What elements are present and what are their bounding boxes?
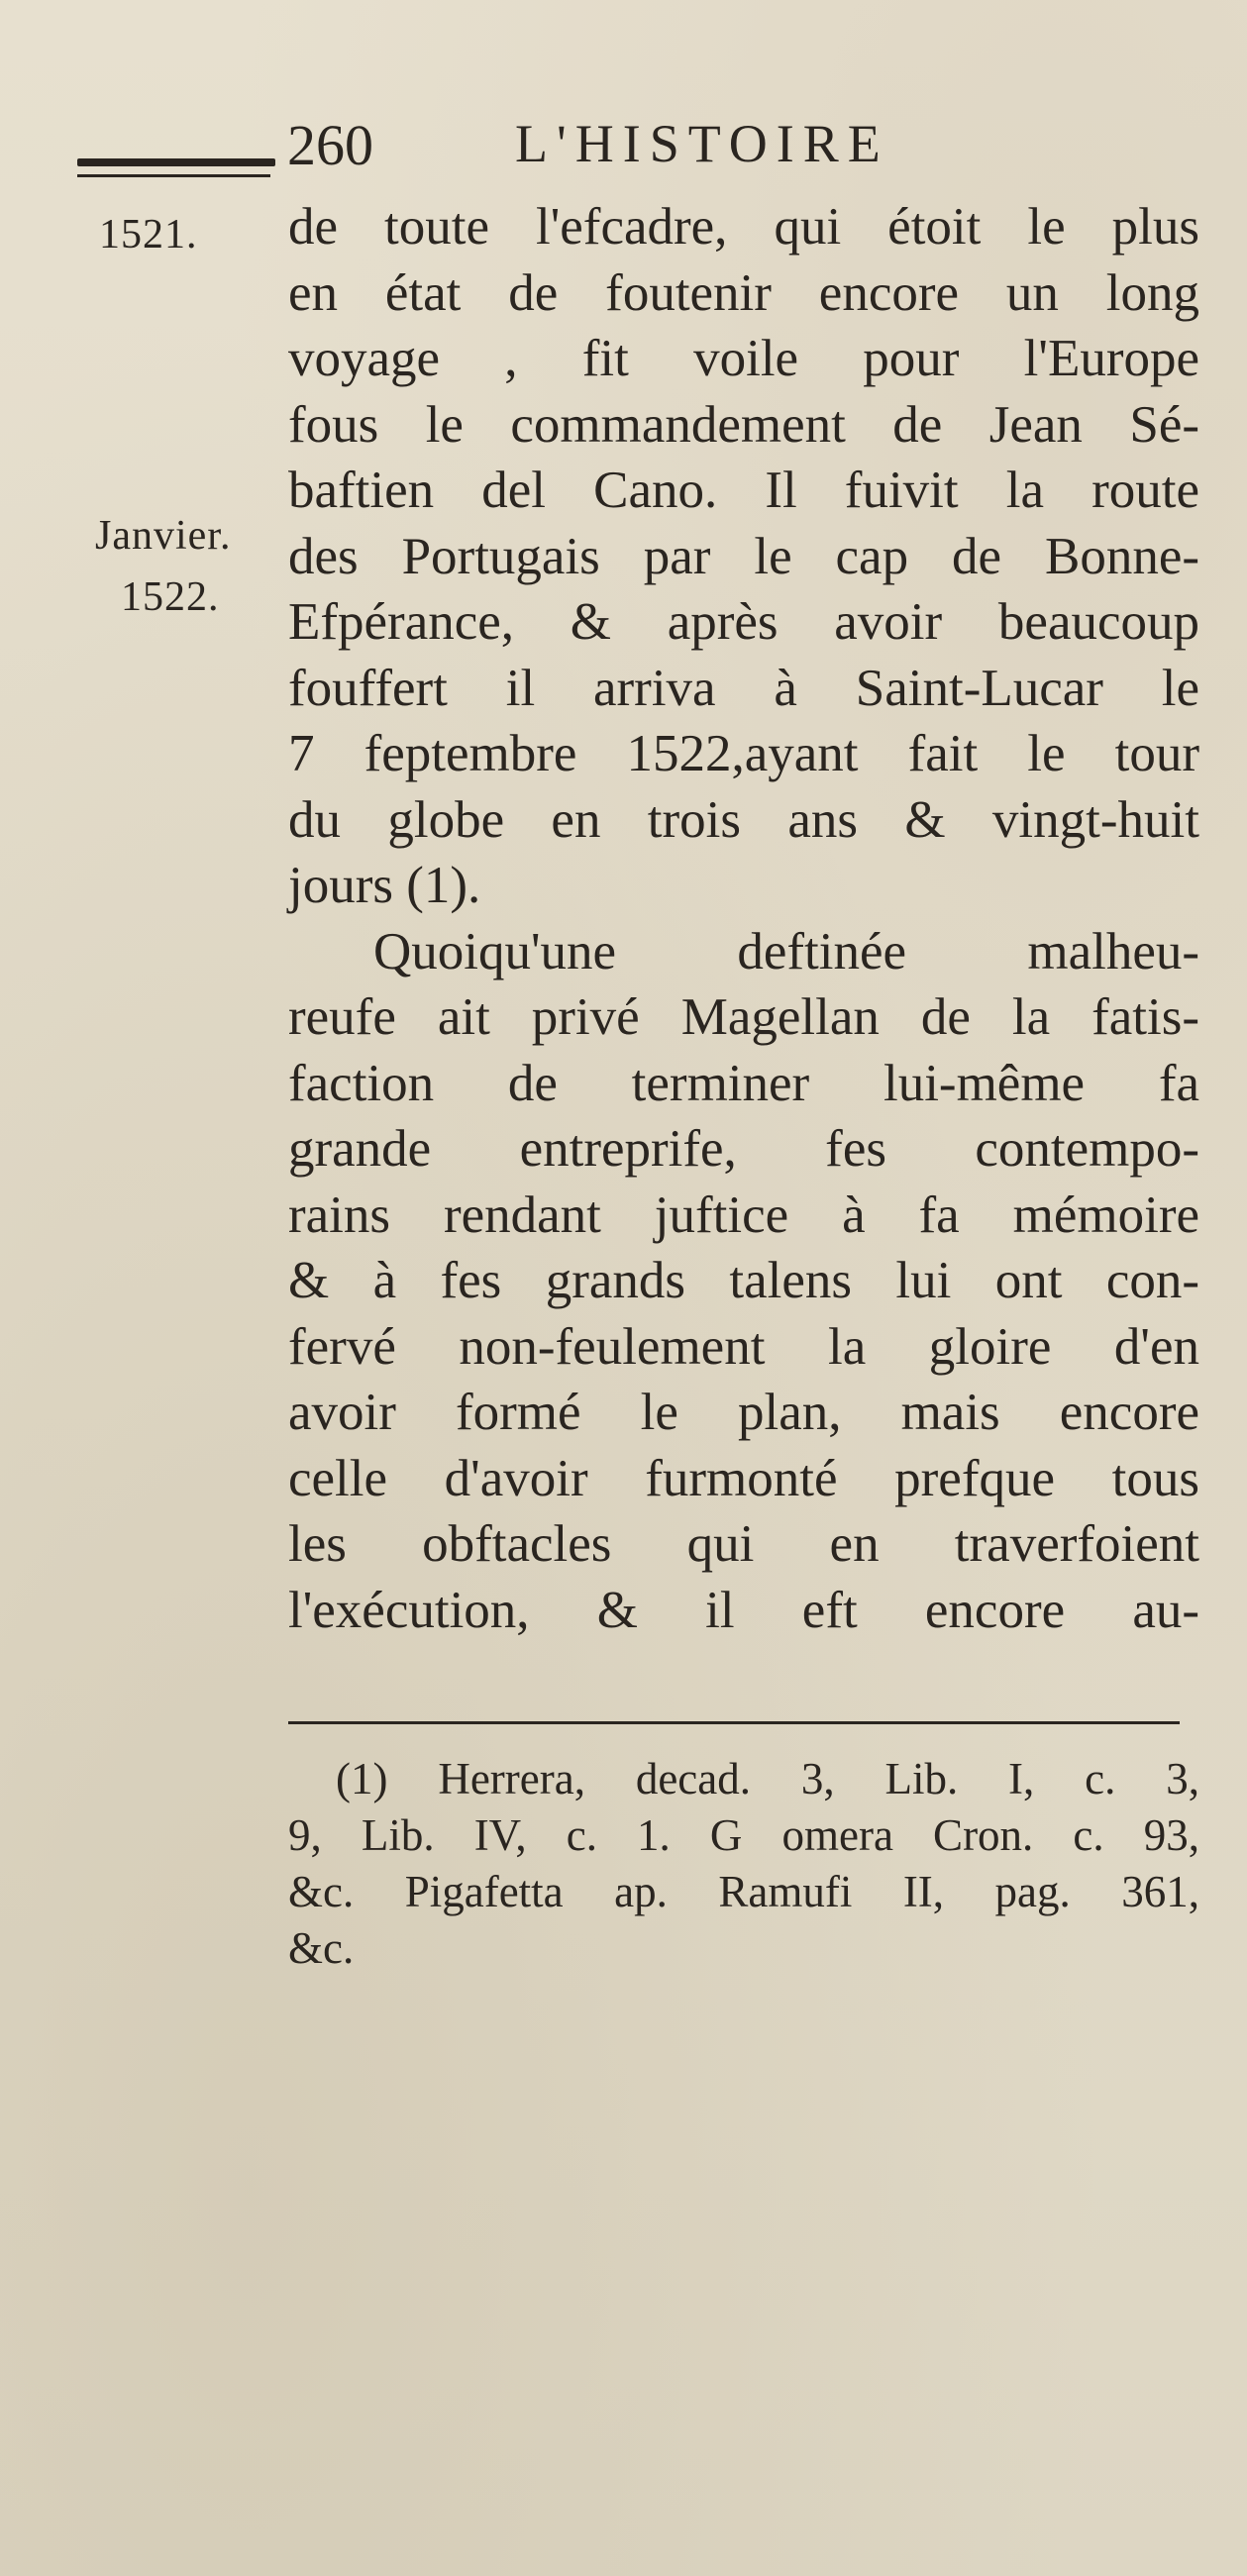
text-line: jours (1). xyxy=(288,857,481,914)
footnote-line: (1) Herrera, decad. 3, Lib. I, c. 3, xyxy=(336,1754,1199,1803)
text-line: celle d'avoir furmonté prefque tous xyxy=(288,1449,1199,1507)
text-line: en état de foutenir encore un long xyxy=(288,263,1199,322)
text-line: fervé non-feulement la gloire d'en xyxy=(288,1317,1199,1376)
body-text xyxy=(288,194,1199,1643)
text-line: des Portugais par le cap de Bonne- xyxy=(288,527,1199,585)
text-line: & à fes grands talens lui ont con- xyxy=(288,1252,1199,1309)
footnote-separator-rule xyxy=(288,1721,1180,1724)
text-line: reufe ait privé Magellan de la fatis- xyxy=(288,988,1199,1046)
text-line: l'exécution, & il eft encore au- xyxy=(288,1581,1199,1639)
text-line: du globe en trois ans & vingt-huit xyxy=(288,790,1199,849)
footnotes xyxy=(288,1751,1199,1977)
text-line: faction de terminer lui-même fa xyxy=(288,1054,1199,1112)
margin-note-year-1522: 1522. xyxy=(121,574,220,620)
text-line: les obftacles qui en traverfoient xyxy=(288,1515,1199,1573)
page-number: 260 xyxy=(287,113,373,177)
footnote-line: &c. Pigafetta ap. Ramufi II, pag. 361, xyxy=(288,1867,1199,1916)
text-line: fouffert il arriva à Saint-Lucar le xyxy=(288,659,1199,717)
header-ornament-rule-thin xyxy=(77,174,270,177)
margin-note-month: Janvier. xyxy=(95,513,232,559)
text-line: 7 feptembre 1522,ayant fait le tour xyxy=(288,725,1199,782)
running-head: L'HISTOIRE xyxy=(515,114,889,173)
footnote-line: 9, Lib. IV, c. 1. G omera Cron. c. 93, xyxy=(288,1810,1199,1860)
margin-note-year-1521: 1521. xyxy=(99,212,198,258)
text-line: de toute l'efcadre, qui étoit le plus xyxy=(288,198,1199,256)
text-line-paragraph-start: Quoiqu'une deftinée malheu- xyxy=(373,922,1199,980)
footnote-line: &c. xyxy=(288,1923,355,1973)
text-line: rains rendant juftice à fa mémoire xyxy=(288,1185,1199,1244)
text-line: grande entreprife, fes contempo- xyxy=(288,1120,1199,1178)
text-line: fous le commandement de Jean Sé- xyxy=(288,395,1199,454)
text-line: Efpérance, & après avoir beaucoup xyxy=(288,593,1199,651)
text-line: avoir formé le plan, mais encore xyxy=(288,1384,1199,1441)
text-line: baftien del Cano. Il fuivit la route xyxy=(288,462,1199,519)
text-line: voyage , fit voile pour l'Europe xyxy=(288,330,1199,387)
header-ornament-rule xyxy=(77,158,275,166)
